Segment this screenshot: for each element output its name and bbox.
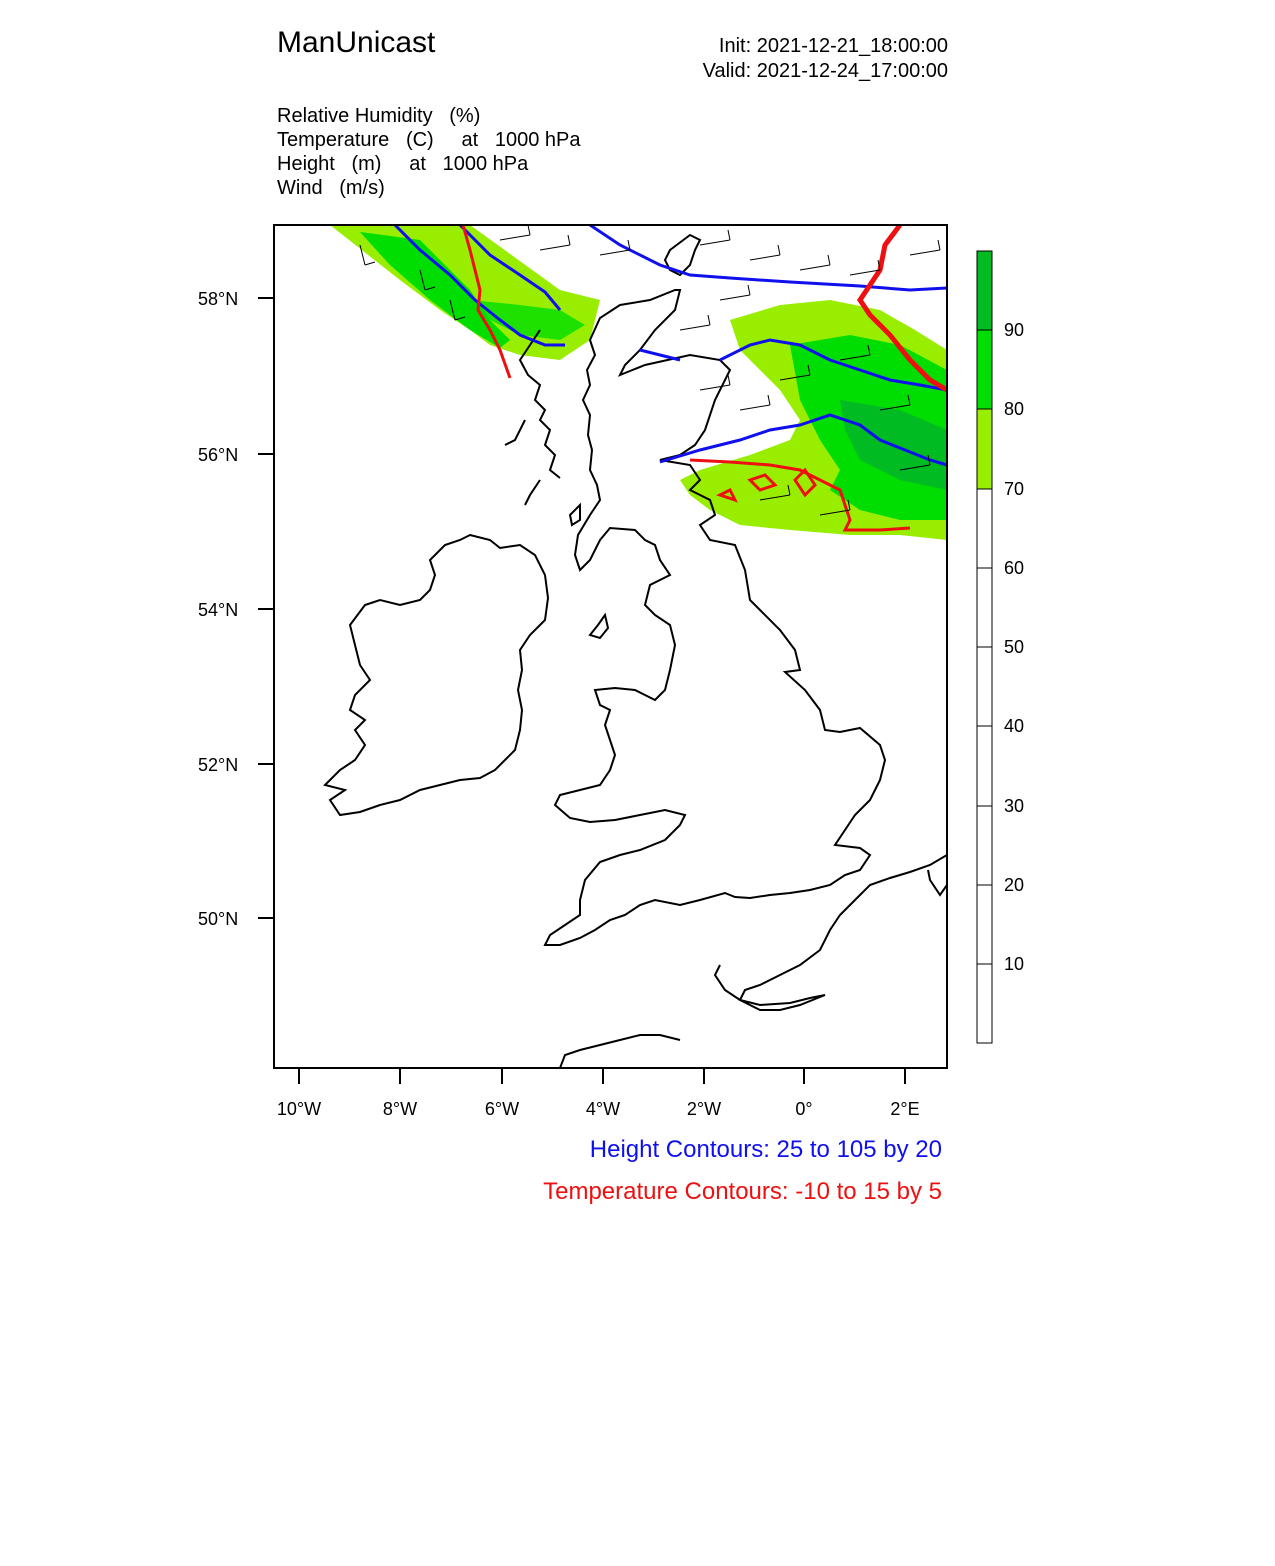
colorbar-segment-70-80 [977,409,992,489]
lat-tick-label: 58°N [198,289,239,309]
field-label-height: Height (m) at 1000 hPa [277,153,529,175]
colorbar-label: 10 [1004,954,1025,974]
map-content [325,225,947,1068]
valid-time: Valid: 2021-12-24_17:00:00 [702,60,948,82]
field-label-temperature: Temperature (C) at 1000 hPa [277,129,581,151]
field-label-rh: Relative Humidity (%) [277,105,481,127]
colorbar-segment-90-100 [977,251,992,330]
temperature-contours-legend: Temperature Contours: -10 to 15 by 5 [543,1178,942,1205]
coast-ireland [325,535,548,815]
lat-tick-label: 54°N [198,600,239,620]
colorbar-label: 20 [1004,875,1025,895]
chart-title: ManUnicast [277,26,436,59]
colorbar-segment-80-90 [977,330,992,409]
lon-tick-label: 2°W [686,1099,722,1119]
height-contours-legend: Height Contours: 25 to 105 by 20 [589,1136,942,1163]
coast-isle-of-man [590,615,608,638]
lon-tick-label: 2°E [890,1099,920,1119]
lat-tick-label: 56°N [198,445,239,465]
lon-tick-label: 8°W [382,1099,418,1119]
colorbar-label: 90 [1004,320,1025,340]
init-time: Init: 2021-12-21_18:00:00 [718,35,948,57]
colorbar-label: 70 [1004,479,1025,499]
lat-tick-label: 50°N [198,909,239,929]
lon-tick-label: 10°W [276,1099,322,1119]
lat-tick-label: 52°N [198,755,239,775]
colorbar-label: 30 [1004,796,1025,816]
field-label-wind: Wind (m/s) [277,177,385,199]
colorbar [977,251,1024,1043]
lon-tick-label: 4°W [585,1099,621,1119]
colorbar-label: 50 [1004,637,1025,657]
longitude-axis [277,1068,920,1119]
colorbar-label: 80 [1004,399,1025,419]
latitude-axis [198,289,274,929]
coast-france [560,855,947,1068]
coast-islands-west [505,330,580,525]
lon-tick-label: 6°W [484,1099,520,1119]
colorbar-label: 60 [1004,558,1025,578]
rh-shading-northwest [330,225,600,360]
colorbar-segment-below-70 [977,489,992,1043]
colorbar-label: 40 [1004,716,1025,736]
lon-tick-label: 0° [795,1099,813,1119]
